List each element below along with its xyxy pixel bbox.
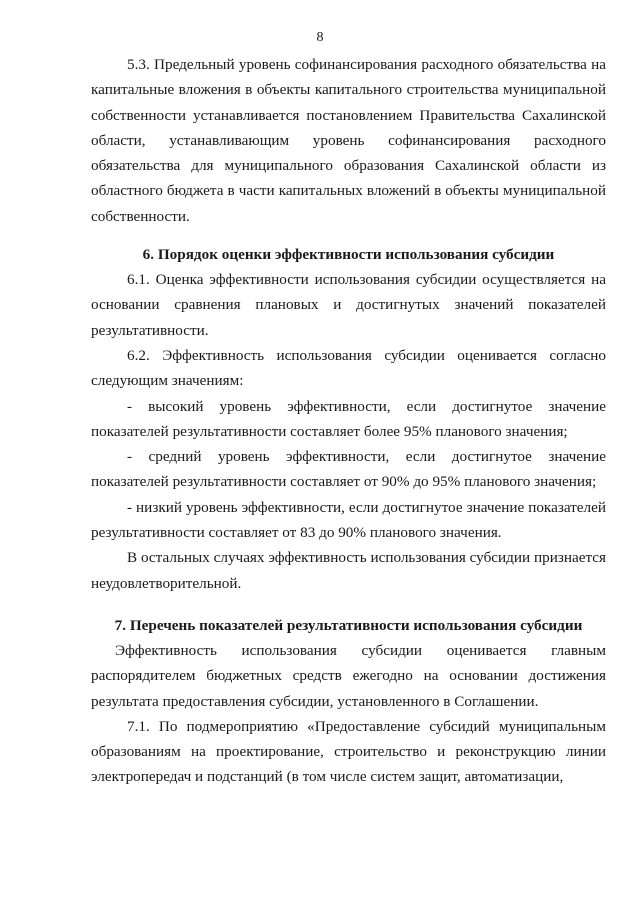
paragraph: - низкий уровень эффективности, если достигнутое значение показателей результативности составляет от 83 до 90% планового значения. — [91, 498, 606, 542]
paragraph: - высокий уровень эффективности, если достигнутое значение показателей результативности составляет более 95% планового значения; — [91, 397, 606, 440]
spacer — [91, 596, 606, 614]
paragraph: 7.1. По подмероприятию «Предоставление субсидий муниципальным образованиям на проектирование, строительство и реконструкцию линии электропередач и подстанций (в том числе систем защит, автоматизации, — [91, 717, 606, 786]
section-heading: 6. Порядок оценки эффективности использования субсидии — [142, 246, 555, 264]
section-heading: 7. Перечень показателей результативности использования субсидии — [114, 616, 583, 634]
paragraph: В остальных случаях эффективность использования субсидии признается неудовлетворительной. — [91, 549, 606, 592]
paragraph: 5.3. Предельный уровень софинансирования расходного обязательства на капитальные вложения в объекты капитального строительства муниципальной собственности устанавливается постановлением Правительства Сахалинской области, устанавливающим уровень софинансирования расходного обязательства для муниципального образования Сахалинской области из областного бюджета в части капитальных вложений в объекты муниципальной собственности. — [91, 56, 606, 225]
document-body — [91, 52, 606, 790]
page-number: 8 — [316, 30, 324, 45]
spacer — [91, 229, 606, 243]
paragraph: Эффективность использования субсидии оценивается главным распорядителем бюджетных средств ежегодно на основании достижения результата предоставления субсидии, установленного в Соглашении. — [91, 641, 606, 710]
paragraph: - средний уровень эффективности, если достигнутое значение показателей результативности составляет от 90% до 95% планового значения; — [91, 448, 606, 491]
paragraph: 6.1. Оценка эффективности использования субсидии осуществляется на основании сравнения плановых и достигнутых значений показателей результативности. — [91, 271, 606, 339]
paragraph: 6.2. Эффективность использования субсидии оценивается согласно следующим значениям: — [91, 346, 606, 390]
